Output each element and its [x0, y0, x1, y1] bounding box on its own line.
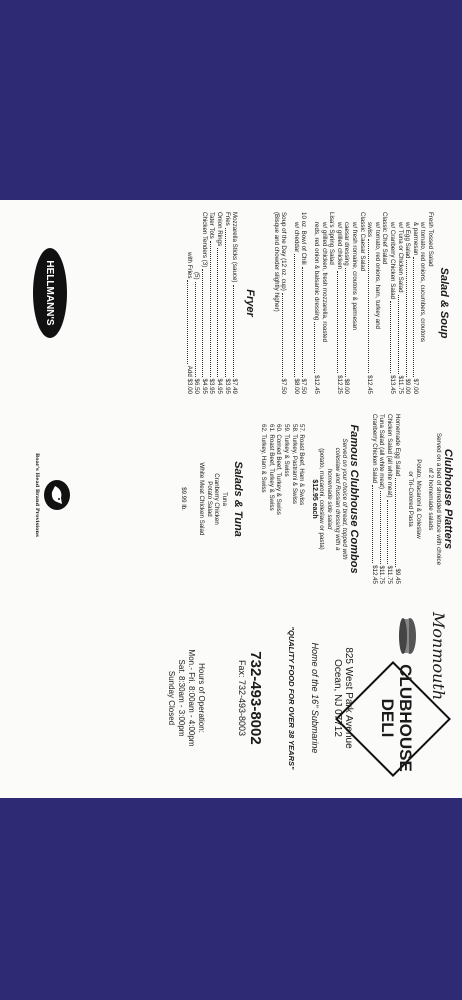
menu-row [208, 212, 216, 394]
dot-leader [282, 293, 288, 377]
menu-row [366, 212, 374, 394]
address-line2: Ocean, NJ 07712 [332, 659, 343, 737]
menu-row [385, 414, 393, 584]
dot-leader [398, 295, 404, 374]
platters-desc: of 2 homemade salads [427, 467, 435, 531]
menu-row [193, 212, 201, 394]
menu-item-note: (Bisque and chowder slightly higher) [272, 212, 280, 312]
fax-number: Fax: 732-493-8003 [237, 659, 247, 737]
menu-row-label: w/ Cranberry Chicken Salad [389, 222, 397, 300]
menu-item-name: Fresh Tossed Salad [427, 212, 434, 267]
menu-row-label: caesar dressing [343, 222, 351, 266]
menu-row-price: $12.45 [370, 565, 378, 584]
menu-row [280, 212, 288, 394]
menu-row-price: $7.50 [300, 378, 308, 394]
hellmanns-logo-text: HELLMANN'S [44, 260, 56, 326]
combos-price: $12.95 each [310, 479, 318, 519]
menu-row-price: Add $3.00 [185, 365, 193, 394]
menu-row [185, 212, 193, 394]
dot-leader [380, 491, 386, 563]
dot-leader [217, 248, 223, 376]
dot-leader [368, 239, 374, 373]
menu-row [313, 212, 321, 394]
combo-item: 58. Turkey, Pastrami & Swiss [290, 424, 298, 505]
dot-leader [315, 322, 321, 373]
panel-platters-combos [0, 400, 462, 598]
menu-row-price: $12.25 [335, 375, 343, 394]
menu-row-price: $8.00 [343, 378, 351, 394]
menu-item-desc: w/ grilled chicken, fresh mozzarella, roasted [320, 222, 328, 343]
menu-row-price: $7.50 [280, 378, 288, 394]
hours-heading: Hours of Operation: [197, 663, 206, 733]
section-heading-salads-tuna: Salads & Tuna [231, 461, 244, 537]
menu-photo [0, 200, 462, 798]
salads-tuna-item: Tuna [220, 492, 228, 506]
menu-row-label: w/ Tuna or Chicken Salad [396, 222, 404, 293]
menu-row [404, 212, 412, 394]
hours-saturday: Sat. 8:30am - 3:00pm [177, 659, 186, 737]
menu-row-label: with Fries [185, 252, 193, 279]
menu-row-label: w/ Egg Salad [404, 222, 412, 259]
menu-row-price: $3.95 [208, 378, 216, 394]
menu-row-price: $7.49 [231, 378, 239, 394]
menu-item-desc: w/ tomato, red onions, ham, turkey and [373, 222, 381, 329]
menu-row-price: $3.95 [223, 378, 231, 394]
dot-leader [187, 280, 193, 363]
menu-row-label: Chicken Tenders (3) [200, 212, 208, 268]
menu-row-price: $4.95 [200, 378, 208, 394]
boar-icon [49, 484, 65, 506]
boars-head-logo [44, 480, 70, 510]
combos-desc: Served on your choice of bread, topped with [341, 438, 349, 560]
menu-row-label: swiss [366, 222, 374, 238]
menu-item-name: Classic Caesar Salad [358, 212, 366, 272]
menu-row [300, 212, 308, 394]
combos-desc: (potato, macaroni, coleslaw or pasta) [318, 448, 326, 550]
menu-row-price: $11.75 [396, 375, 404, 394]
combos-desc: coleslaw and Russian dressing with a [333, 447, 341, 551]
panel-deli-info [0, 598, 462, 798]
dot-leader [210, 241, 216, 377]
dot-leader [345, 268, 351, 377]
menu-row-price: $9.45 [393, 568, 401, 584]
menu-row-price: $9.00 [404, 378, 412, 394]
menu-row-price: $6.50 [193, 378, 201, 394]
dot-leader [225, 228, 231, 377]
hours-weekday: Mon.- Fri. 8:00am - 4:00pm [187, 649, 196, 747]
salads-tuna-item: White Meat Chicken Salad [197, 462, 205, 536]
dot-leader [387, 500, 393, 564]
section-heading-fryer: Fryer [244, 289, 257, 317]
boars-head-text: Boar's Head Brand Provisions [34, 453, 40, 537]
dot-leader [294, 254, 300, 376]
menu-row-price: $13.45 [389, 375, 397, 394]
menu-row [396, 212, 404, 394]
bottom-background-band [0, 798, 462, 1000]
menu-item-name: Lisa's Spring Salad [328, 212, 336, 265]
platters-choices: or Tri-Colored Pasta [407, 471, 415, 527]
menu-row-price: $12.45 [366, 375, 374, 394]
menu-row [335, 212, 343, 394]
dot-leader [202, 269, 208, 376]
dot-leader [302, 267, 308, 377]
dot-leader [413, 257, 419, 376]
deli-title [378, 656, 414, 780]
dot-leader [390, 301, 396, 373]
menu-row-label: w/ cheddar [292, 222, 300, 253]
menu-item-name: Classic Chef Salad [381, 212, 389, 265]
menu-row [200, 212, 208, 394]
menu-row [223, 212, 231, 394]
menu-row-label: Soup of the Day (12 oz. cup) [280, 212, 288, 291]
menu-item-desc: w/ tomato, red onions, cucumbers, croutons [419, 222, 427, 343]
menu-row-label: Tater Tots [208, 212, 216, 239]
menu-row-label: w/ grilled chicken [335, 222, 343, 270]
menu-row-price: $4.95 [215, 378, 223, 394]
platters-desc: Served on a bed of shredded lettuce with choice [435, 432, 442, 566]
section-heading-platters: Clubhouse Platters [442, 448, 454, 550]
deli-title-line1: CLUBHOUSE [396, 664, 415, 772]
tagline: Home of the 16" Submarine [310, 642, 320, 754]
hours-sunday: Sunday Closed [167, 670, 176, 726]
menu-row-label: Cranberry Chicken Salad [370, 414, 378, 484]
menu-row [215, 212, 223, 394]
menu-row [343, 212, 351, 394]
menu-row [411, 212, 419, 394]
menu-row [231, 212, 239, 394]
dot-leader [372, 485, 378, 563]
menu-row [388, 212, 396, 394]
combo-item: 59. Turkey & Swiss [283, 424, 291, 477]
menu-row-label: Onion Rings [215, 212, 223, 247]
phone-number[interactable]: 732-493-8002 [247, 651, 264, 745]
dot-leader [395, 478, 401, 566]
dot-leader [233, 285, 239, 377]
menu-row-label: (5) [193, 272, 201, 280]
salads-tuna-item: Potato Salad [205, 481, 213, 517]
dot-leader [337, 271, 343, 373]
menu-row-price: $8.00 [292, 378, 300, 394]
address-line1: 825 West Park Avenue [343, 647, 354, 749]
menu-row-label: 10 oz. Bowl of Chili [300, 212, 308, 265]
monmouth-script: Monmouth [429, 612, 448, 701]
menu-row-label: Fries [223, 212, 231, 226]
sandwich-icon [398, 616, 418, 656]
menu-page-rotated [0, 200, 462, 798]
combo-item: 60. Corned Beef, Turkey & Swiss [275, 424, 283, 515]
combo-item: 57. Roast Beef, Ham & Swiss [298, 424, 306, 506]
salads-tuna-item: Cranberry Chicken [213, 473, 221, 525]
menu-row-price: $7.00 [411, 378, 419, 394]
menu-row [292, 212, 300, 394]
menu-row-label: & parmesan [411, 222, 419, 256]
platters-choices: Potato, Macaroni & Coleslaw [414, 459, 422, 539]
quality-slogan: "QUALITY FOOD FOR OVER 38 YEARS" [287, 626, 296, 770]
dot-leader [406, 260, 412, 376]
menu-row-label: reds, red onion & balsamic dressing [313, 222, 321, 321]
menu-row [393, 414, 401, 584]
combo-item: 61. Roast Beef, Turkey & Swiss [267, 424, 275, 511]
menu-row [370, 414, 378, 584]
dot-leader [195, 282, 201, 377]
menu-row-price: $11.75 [378, 565, 386, 584]
menu-row-price: $11.75 [386, 565, 394, 584]
menu-row-label: Homemade Egg Salad [393, 414, 401, 477]
deli-title-line2: DELI [378, 698, 397, 738]
menu-row-price: $12.45 [313, 375, 321, 394]
panel-salad-fryer [0, 200, 462, 400]
menu-row-label: Chicken Salad (all white meat) [386, 414, 394, 498]
menu-row-label: Tuna Salad (all white meat) [378, 414, 386, 490]
section-heading-combos: Famous Clubhouse Combos [348, 424, 361, 574]
section-heading-salad-soup: Salad & Soup [438, 267, 450, 339]
menu-row-label: Mozzarella Sticks (sauce) [231, 212, 239, 283]
menu-row [378, 414, 386, 584]
hellmanns-logo [33, 248, 67, 338]
top-background-band [0, 0, 462, 200]
menu-item-desc: w/ fresh romaine, croutons & parmesan [351, 222, 359, 330]
salads-tuna-price: $9.99 lb. [180, 487, 188, 511]
combo-item: 62. Turkey, Ham & Swiss [260, 424, 268, 493]
combos-desc: homemade side salad [326, 468, 334, 530]
